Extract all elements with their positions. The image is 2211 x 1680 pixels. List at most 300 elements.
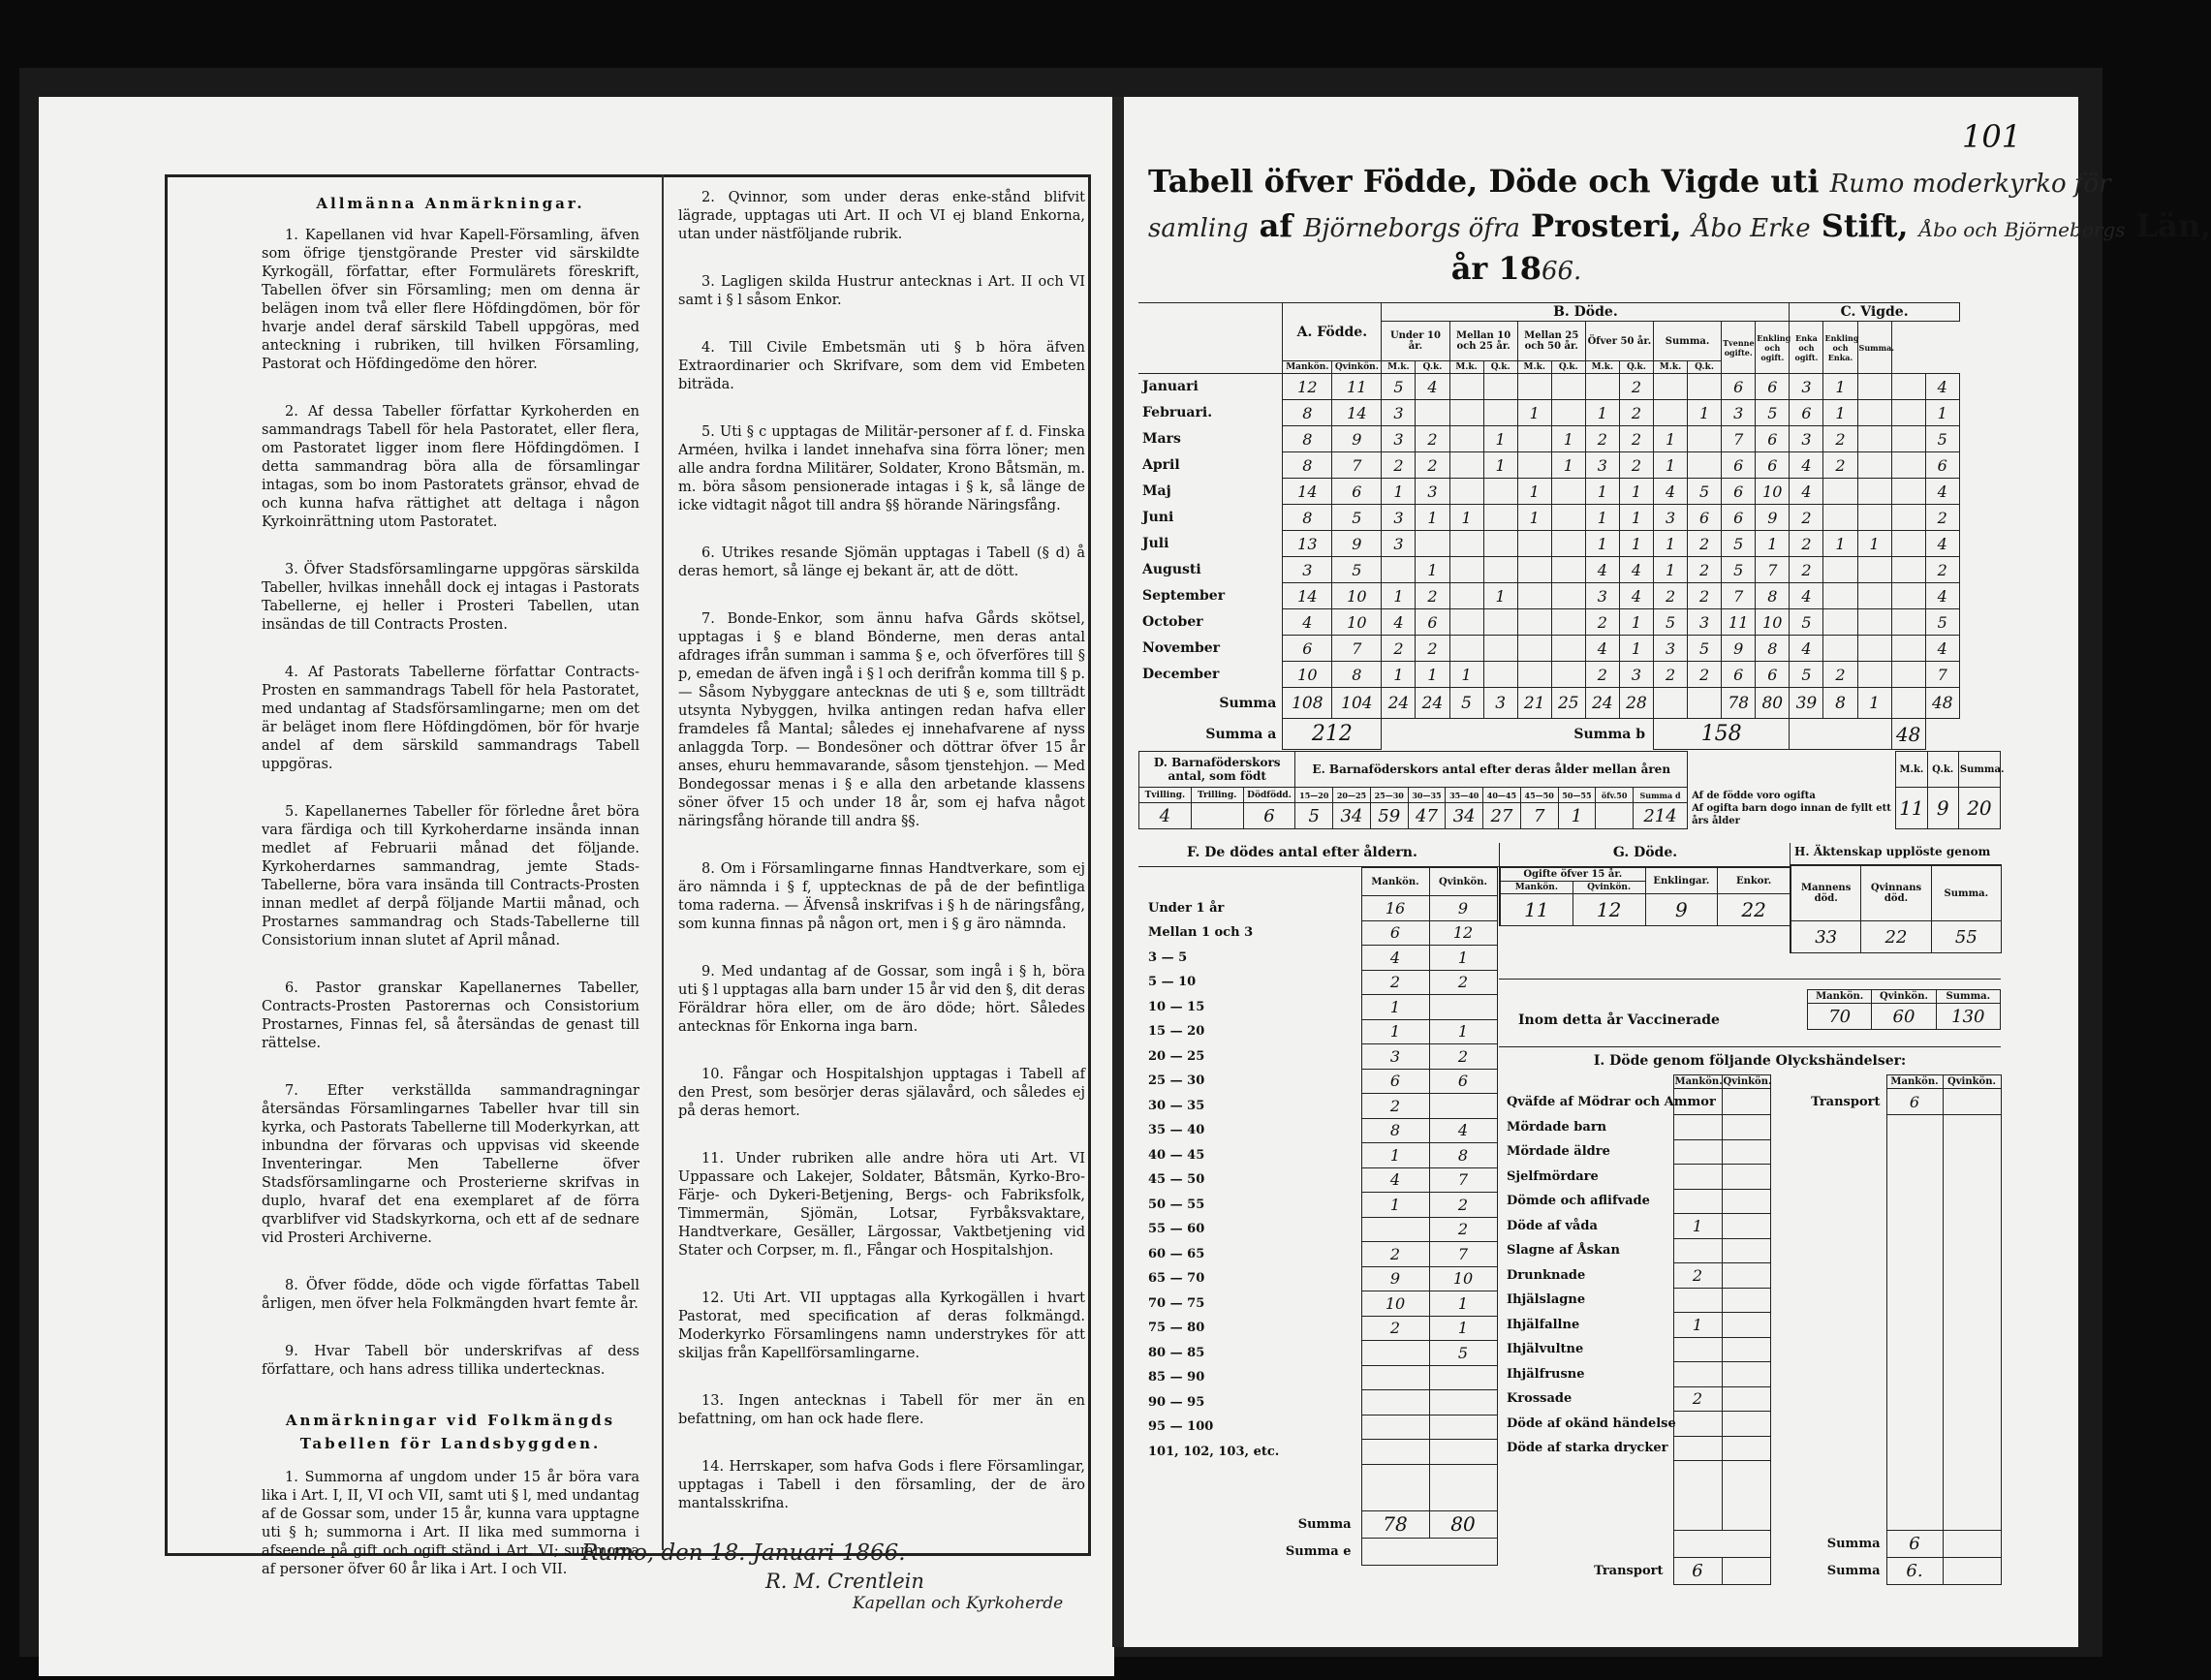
month-cell: 1 bbox=[1483, 452, 1517, 479]
vacc-value-2: 60 bbox=[1872, 1004, 1936, 1030]
month-cell: 2 bbox=[1654, 662, 1688, 688]
month-row bbox=[1138, 452, 2001, 479]
table-title bbox=[1148, 163, 2211, 287]
month-cell: 8 bbox=[1283, 400, 1332, 426]
age-male-value: 6 bbox=[1361, 1069, 1429, 1094]
general-note-5: 5. Kapellanernes Tabeller för förledne året böra vara färdiga och till Kyrkoherdarne insända innan medlet af Februarii månad det följande. Kyrkoherdarnes sammandrag, jemte Stads-Tabellerne, böra vara insända till Contracts-Prosten innan medlet af derpå följande Martii månad, och Prostarnes sammandrag och Stads-Tabellerne till Consistorium innan slutet af April månad. bbox=[262, 804, 639, 949]
signature-date: Rumo, den 18. Januari 1866. bbox=[581, 1540, 906, 1566]
age-label: 101, 102, 103, etc. bbox=[1148, 1444, 1280, 1459]
d-value-3: 6 bbox=[1243, 803, 1295, 829]
cause-female-value bbox=[1722, 1313, 1770, 1338]
de-grid bbox=[1138, 751, 2005, 829]
instructions-column-2 bbox=[678, 189, 1085, 1542]
month-cell: 6 bbox=[1722, 505, 1756, 531]
h-value-2: 22 bbox=[1861, 921, 1931, 953]
instructions-column-1 bbox=[262, 189, 639, 1608]
month-cell bbox=[1891, 452, 1925, 479]
month-cell: 3 bbox=[1416, 479, 1449, 505]
month-cell: 1 bbox=[1654, 452, 1688, 479]
age-female-value bbox=[1429, 1094, 1497, 1119]
month-row bbox=[1138, 609, 2001, 636]
i-summa-row-2 bbox=[1499, 1558, 2001, 1585]
i-blank bbox=[1770, 1461, 1886, 1484]
cause-female-value bbox=[1722, 1089, 1770, 1115]
population-note-1: 2. Qvinnor, som under deras enke-stånd blifvit lägrade, upptagas uti Art. II och VI ej bland Enkorna, utan under nästföljande rubrik. bbox=[678, 190, 1085, 242]
vacc-value-1: 70 bbox=[1808, 1004, 1872, 1030]
age-male-value bbox=[1361, 1365, 1429, 1390]
g-widowers-header: Enklingar. bbox=[1645, 868, 1718, 894]
deaths-male-header: M.k. bbox=[1585, 361, 1619, 374]
month-cell: 3 bbox=[1722, 400, 1756, 426]
month-cell bbox=[1416, 400, 1449, 426]
population-note-5: 6. Utrikes resande Sjömän upptagas i Tabell (§ d) å deras hemort, så länge ej bekant är, att de dött. bbox=[678, 545, 1085, 579]
month-cell: 8 bbox=[1283, 452, 1332, 479]
month-cell: 7 bbox=[1722, 583, 1756, 609]
month-label: November bbox=[1138, 636, 1283, 662]
general-note-6: 6. Pastor granskar Kapellanernes Tabeller, Contracts-Prosten Pastorernas och Consistorium Prostarnes, Finnas fel, så återsändas de genast till rättelse. bbox=[262, 980, 639, 1051]
summa-e-value bbox=[1361, 1538, 1497, 1565]
month-cell bbox=[1449, 400, 1483, 426]
cause-male-value bbox=[1673, 1165, 1722, 1190]
i-empty bbox=[1770, 1313, 1886, 1338]
age-row bbox=[1138, 1167, 1497, 1193]
i-summa-value-1: 6 bbox=[1886, 1531, 1943, 1558]
month-cell: 2 bbox=[1619, 374, 1653, 400]
population-note-11: 12. Uti Art. VII upptagas alla Kyrkogällen i hvart Pastorat, med specification af deras folkmängd. Moderkyrko Församlingens namn understrykes för att skiljas från Kapellförsamlingarne. bbox=[678, 1291, 1085, 1361]
month-row bbox=[1138, 583, 2001, 609]
month-cell: 4 bbox=[1654, 479, 1688, 505]
age-female-value: 2 bbox=[1429, 1217, 1497, 1242]
summa-c-spacer bbox=[1790, 719, 1891, 750]
g-value-3: 9 bbox=[1645, 894, 1718, 926]
month-cell: 5 bbox=[1332, 557, 1382, 583]
cause-male-value bbox=[1673, 1288, 1722, 1313]
f-summa-male: 78 bbox=[1361, 1510, 1429, 1538]
month-cell bbox=[1449, 531, 1483, 557]
summa-b-value: 158 bbox=[1654, 719, 1790, 750]
month-cell: 5 bbox=[1654, 609, 1688, 636]
month-cell: 1 bbox=[1688, 400, 1722, 426]
month-cell: 2 bbox=[1585, 426, 1619, 452]
month-cell: 4 bbox=[1925, 479, 1959, 505]
age-male-value: 4 bbox=[1361, 946, 1429, 971]
mothers-table bbox=[1138, 751, 2005, 829]
month-cell: 6 bbox=[1756, 452, 1790, 479]
e-value-6: 27 bbox=[1483, 803, 1521, 829]
age-female-value bbox=[1429, 1440, 1497, 1465]
marriage-col-3: Enka och ogift. bbox=[1790, 322, 1823, 374]
month-cell: 3 bbox=[1654, 505, 1688, 531]
i-empty bbox=[1886, 1165, 1943, 1190]
month-cell: 14 bbox=[1283, 479, 1332, 505]
de-subheader-row bbox=[1139, 788, 2001, 803]
age-row bbox=[1138, 1193, 1497, 1218]
month-label: April bbox=[1138, 452, 1283, 479]
age-female-value: 5 bbox=[1429, 1341, 1497, 1366]
cause-row bbox=[1499, 1313, 2001, 1338]
f-sex-header-2: Qvinkön. bbox=[1429, 868, 1497, 896]
illegitimate-header-3: Summa. bbox=[1958, 752, 2000, 788]
month-cell: 2 bbox=[1790, 557, 1823, 583]
month-cell bbox=[1551, 609, 1585, 636]
age-row bbox=[1138, 1019, 1497, 1044]
month-cell: 2 bbox=[1619, 400, 1653, 426]
header-row-sections bbox=[1138, 303, 2001, 322]
month-cell: 3 bbox=[1585, 452, 1619, 479]
month-cell: 4 bbox=[1416, 374, 1449, 400]
age-label: 25 — 30 bbox=[1148, 1073, 1205, 1089]
age-label: 70 — 75 bbox=[1148, 1295, 1205, 1311]
h-header-1: Mannens död. bbox=[1791, 866, 1861, 921]
month-cell: 1 bbox=[1654, 557, 1688, 583]
month-cell bbox=[1449, 583, 1483, 609]
i-blank-row bbox=[1499, 1484, 2001, 1508]
month-cell: 1 bbox=[1585, 505, 1619, 531]
cause-male-value bbox=[1673, 1436, 1722, 1461]
e-col-9: öfv.50 bbox=[1596, 788, 1634, 803]
month-cell: 8 bbox=[1332, 662, 1382, 688]
i-blank bbox=[1673, 1484, 1722, 1508]
illegitimate-died-label: Af ogifta barn dogo innan de fyllt ett års ålder bbox=[1692, 802, 1891, 826]
month-cell bbox=[1891, 609, 1925, 636]
cause-label: Mördade barn bbox=[1507, 1119, 1607, 1135]
month-label: Juli bbox=[1138, 531, 1283, 557]
age-label: 80 — 85 bbox=[1148, 1345, 1205, 1360]
age-male-value: 2 bbox=[1361, 1316, 1429, 1341]
i-empty bbox=[1943, 1238, 2001, 1263]
age-male-value: 2 bbox=[1361, 970, 1429, 995]
month-cell: 5 bbox=[1722, 557, 1756, 583]
month-cell bbox=[1891, 505, 1925, 531]
month-cell: 1 bbox=[1517, 479, 1551, 505]
age-label: 75 — 80 bbox=[1148, 1321, 1205, 1336]
month-cell: 2 bbox=[1688, 557, 1722, 583]
i-blank bbox=[1886, 1508, 1943, 1531]
e-col-2: 20—25 bbox=[1333, 788, 1371, 803]
summa-cell: 28 bbox=[1619, 688, 1653, 719]
title-deanery-handwritten: Björneborgs öfra bbox=[1303, 214, 1520, 243]
month-cell: 13 bbox=[1283, 531, 1332, 557]
age-female-value bbox=[1429, 1365, 1497, 1390]
i-summa-label-1: Summa bbox=[1826, 1537, 1881, 1551]
summa-b-label: Summa b bbox=[1573, 726, 1645, 742]
age-female-value: 1 bbox=[1429, 946, 1497, 971]
h-value-1: 33 bbox=[1791, 921, 1861, 953]
month-cell: 6 bbox=[1790, 400, 1823, 426]
month-cell: 9 bbox=[1722, 636, 1756, 662]
month-cell bbox=[1517, 636, 1551, 662]
i-empty bbox=[1770, 1115, 1886, 1140]
i-male-header: Mankön. bbox=[1674, 1076, 1723, 1087]
illegitimate-header-1: M.k. bbox=[1896, 752, 1927, 788]
ogifta-spacer bbox=[1688, 752, 1896, 788]
i-blank bbox=[1499, 1461, 1673, 1484]
title-af: af bbox=[1259, 207, 1293, 244]
month-cell: 7 bbox=[1722, 426, 1756, 452]
i-female-header-2: Qvinkön. bbox=[1943, 1075, 2001, 1089]
summa-cell: 5 bbox=[1449, 688, 1483, 719]
age-female-value: 7 bbox=[1429, 1242, 1497, 1267]
i-empty bbox=[1943, 1115, 2001, 1140]
age-female-value: 1 bbox=[1429, 1316, 1497, 1341]
month-cell bbox=[1857, 557, 1891, 583]
month-cell: 6 bbox=[1416, 609, 1449, 636]
cause-female-value bbox=[1722, 1362, 1770, 1387]
month-cell: 4 bbox=[1382, 609, 1416, 636]
month-cell bbox=[1857, 505, 1891, 531]
general-notes-heading: Allmänna Anmärkningar. bbox=[316, 195, 585, 212]
summa-c-value: 48 bbox=[1891, 719, 1925, 750]
month-cell: 10 bbox=[1283, 662, 1332, 688]
section-a-header: A. Födde. bbox=[1283, 303, 1382, 361]
month-cell: 10 bbox=[1332, 583, 1382, 609]
illegitimate-labels bbox=[1688, 788, 1896, 829]
i-empty bbox=[1943, 1165, 2001, 1190]
month-cell: 9 bbox=[1756, 505, 1790, 531]
summa-e-label: Summa e bbox=[1285, 1543, 1352, 1559]
summa-row bbox=[1138, 688, 2001, 719]
i-empty bbox=[1886, 1412, 1943, 1437]
age-row bbox=[1138, 1217, 1497, 1242]
section-h-header: H. Äktenskap upplöste genom bbox=[1791, 843, 2002, 865]
age-female-value: 1 bbox=[1429, 1291, 1497, 1317]
deaths-male-header: M.k. bbox=[1449, 361, 1483, 374]
month-cell: 6 bbox=[1688, 505, 1722, 531]
cause-male-value bbox=[1673, 1412, 1722, 1437]
h-header-2: Qvinnans död. bbox=[1861, 866, 1931, 921]
month-cell bbox=[1891, 662, 1925, 688]
accidents-grid bbox=[1499, 1074, 2002, 1585]
month-cell: 5 bbox=[1382, 374, 1416, 400]
h-header-3: Summa. bbox=[1931, 866, 2001, 921]
spacer-cell bbox=[1361, 1487, 1429, 1510]
month-cell bbox=[1483, 531, 1517, 557]
section-h bbox=[1790, 843, 2002, 953]
age-label: 50 — 55 bbox=[1148, 1197, 1205, 1212]
section-i bbox=[1499, 1046, 2001, 1585]
age-label: 40 — 45 bbox=[1148, 1147, 1205, 1163]
i-empty bbox=[1943, 1362, 2001, 1387]
age-female-value: 2 bbox=[1429, 970, 1497, 995]
g-sex-header-2: Qvinkön. bbox=[1573, 882, 1645, 894]
title-year-handwritten: 66. bbox=[1541, 257, 1582, 286]
age-label: 65 — 70 bbox=[1148, 1271, 1205, 1287]
e-value-3: 59 bbox=[1370, 803, 1408, 829]
month-cell: 1 bbox=[1756, 531, 1790, 557]
month-cell: 5 bbox=[1925, 426, 1959, 452]
cause-male-value: 2 bbox=[1673, 1386, 1722, 1412]
month-cell: 6 bbox=[1722, 662, 1756, 688]
i-blank bbox=[1943, 1484, 2001, 1508]
i-empty bbox=[1886, 1362, 1943, 1387]
month-cell: 7 bbox=[1756, 557, 1790, 583]
i-blank bbox=[1722, 1508, 1770, 1531]
age-male-value: 4 bbox=[1361, 1167, 1429, 1193]
i-summa-label-2: Summa bbox=[1826, 1564, 1881, 1578]
i-empty bbox=[1943, 1436, 2001, 1461]
age-row bbox=[1138, 1365, 1497, 1390]
summa-a-row bbox=[1138, 719, 2001, 750]
age-female-value: 1 bbox=[1429, 1019, 1497, 1044]
births-deaths-marriages-table bbox=[1138, 302, 2001, 750]
month-cell: 1 bbox=[1382, 479, 1416, 505]
month-cell: 1 bbox=[1823, 400, 1857, 426]
age-row bbox=[1138, 1143, 1497, 1168]
cause-row bbox=[1499, 1412, 2001, 1437]
age-row bbox=[1138, 1316, 1497, 1341]
i-blank bbox=[1886, 1461, 1943, 1484]
month-cell bbox=[1483, 400, 1517, 426]
month-cell: 1 bbox=[1585, 479, 1619, 505]
age-male-value bbox=[1361, 1415, 1429, 1440]
age-row bbox=[1138, 1291, 1497, 1317]
i-empty bbox=[1943, 1412, 2001, 1437]
age-label: Mellan 1 och 3 bbox=[1148, 925, 1254, 941]
month-cell: 4 bbox=[1619, 557, 1653, 583]
month-cell: 3 bbox=[1654, 636, 1688, 662]
month-cell: 6 bbox=[1722, 374, 1756, 400]
month-cell: 2 bbox=[1416, 426, 1449, 452]
i-empty bbox=[1770, 1337, 1886, 1362]
age-label: 60 — 65 bbox=[1148, 1246, 1205, 1261]
cause-label: Krossade bbox=[1507, 1391, 1573, 1407]
month-cell: 2 bbox=[1416, 583, 1449, 609]
marriage-col-4: Enkling och Enka. bbox=[1823, 322, 1857, 374]
month-cell bbox=[1551, 557, 1585, 583]
month-cell bbox=[1891, 400, 1925, 426]
month-cell bbox=[1483, 557, 1517, 583]
i-summa-value-2: 6. bbox=[1886, 1558, 1943, 1585]
age-female-value: 8 bbox=[1429, 1143, 1497, 1168]
age-male-value: 1 bbox=[1361, 1143, 1429, 1168]
age-male-value: 1 bbox=[1361, 1193, 1429, 1218]
month-cell: 1 bbox=[1382, 583, 1416, 609]
transport-value-bottom: 6 bbox=[1673, 1558, 1722, 1585]
month-row bbox=[1138, 557, 2001, 583]
title-year-label: år 18 bbox=[1450, 250, 1541, 287]
age-label: 5 — 10 bbox=[1148, 975, 1197, 990]
cause-male-value bbox=[1673, 1189, 1722, 1214]
month-row bbox=[1138, 426, 2001, 452]
month-cell: 5 bbox=[1925, 609, 1959, 636]
de-header-row bbox=[1139, 752, 2001, 788]
e-value-7: 7 bbox=[1520, 803, 1558, 829]
i-header-row bbox=[1499, 1075, 2001, 1089]
month-cell: 4 bbox=[1790, 452, 1823, 479]
month-row bbox=[1138, 662, 2001, 688]
vacc-header-1: Mankön. bbox=[1808, 990, 1872, 1004]
e-col-8: 50—55 bbox=[1558, 788, 1596, 803]
e-col-5: 35—40 bbox=[1446, 788, 1483, 803]
population-note-13: 14. Herrskaper, som hafva Gods i flere Församlingar, upptagas i Tabell i den församling, der de äro mantalsskrifna. bbox=[678, 1459, 1085, 1511]
month-cell bbox=[1823, 505, 1857, 531]
month-cell: 6 bbox=[1332, 479, 1382, 505]
illegitimate-value-3: 20 bbox=[1958, 788, 2000, 829]
summa-cell: 104 bbox=[1332, 688, 1382, 719]
cause-row bbox=[1499, 1386, 2001, 1412]
e-value-1: 5 bbox=[1295, 803, 1333, 829]
i-blank-row bbox=[1499, 1461, 2001, 1484]
deaths-female-header: Q.k. bbox=[1483, 361, 1517, 374]
age-male-value: 16 bbox=[1361, 896, 1429, 921]
month-cell bbox=[1857, 400, 1891, 426]
i-summa-row-1 bbox=[1499, 1531, 2001, 1558]
month-cell: 2 bbox=[1382, 452, 1416, 479]
g-value-2: 12 bbox=[1573, 894, 1645, 926]
month-cell: 3 bbox=[1688, 609, 1722, 636]
i-blank bbox=[1673, 1461, 1722, 1484]
cause-female-value bbox=[1722, 1386, 1770, 1412]
month-cell: 1 bbox=[1857, 531, 1891, 557]
deaths-male-header: M.k. bbox=[1382, 361, 1416, 374]
h-value-3: 55 bbox=[1931, 921, 2001, 953]
month-cell: 1 bbox=[1619, 636, 1653, 662]
age-label: 20 — 25 bbox=[1148, 1048, 1205, 1064]
month-cell: 1 bbox=[1823, 374, 1857, 400]
month-cell: 6 bbox=[1283, 636, 1332, 662]
age-female-value: 12 bbox=[1429, 920, 1497, 946]
deaths-female-header: Q.k. bbox=[1416, 361, 1449, 374]
month-cell: 2 bbox=[1925, 505, 1959, 531]
month-cell bbox=[1551, 374, 1585, 400]
age-row bbox=[1138, 1242, 1497, 1267]
month-cell: 1 bbox=[1925, 400, 1959, 426]
month-cell bbox=[1551, 636, 1585, 662]
cause-label: Döde af starka drycker bbox=[1507, 1441, 1668, 1456]
month-cell: 12 bbox=[1283, 374, 1332, 400]
age-male-value: 9 bbox=[1361, 1266, 1429, 1291]
month-cell: 5 bbox=[1790, 609, 1823, 636]
cause-female-value bbox=[1722, 1263, 1770, 1289]
d-col-3: Dödfödd. bbox=[1243, 788, 1295, 803]
month-cell bbox=[1517, 583, 1551, 609]
spacer-cell bbox=[1361, 1464, 1429, 1487]
month-cell: 5 bbox=[1722, 531, 1756, 557]
spacer-row bbox=[1138, 1487, 1497, 1510]
month-cell: 5 bbox=[1756, 400, 1790, 426]
month-cell: 1 bbox=[1483, 426, 1517, 452]
month-cell: 5 bbox=[1790, 662, 1823, 688]
i-empty bbox=[1943, 1263, 2001, 1289]
i-summa-female-2 bbox=[1943, 1558, 2001, 1585]
month-cell bbox=[1823, 609, 1857, 636]
death-age-group-1: Under 10 år. bbox=[1382, 322, 1449, 361]
age-row bbox=[1138, 1390, 1497, 1416]
cause-male-value bbox=[1673, 1115, 1722, 1140]
month-cell bbox=[1551, 505, 1585, 531]
month-cell: 4 bbox=[1790, 636, 1823, 662]
age-label: 85 — 90 bbox=[1148, 1370, 1205, 1385]
age-male-value bbox=[1361, 1440, 1429, 1465]
cause-label: Ihjälvultne bbox=[1507, 1342, 1584, 1357]
month-cell: 2 bbox=[1416, 636, 1449, 662]
cause-label: Slagne af Åskan bbox=[1507, 1243, 1620, 1259]
e-col-10: Summa d bbox=[1634, 788, 1688, 803]
i-empty bbox=[1886, 1263, 1943, 1289]
death-age-group-2: Mellan 10 och 25 år. bbox=[1449, 322, 1517, 361]
cause-row bbox=[1499, 1362, 2001, 1387]
age-female-value: 4 bbox=[1429, 1118, 1497, 1143]
month-cell bbox=[1449, 452, 1483, 479]
month-cell bbox=[1891, 557, 1925, 583]
e-col-1: 15—20 bbox=[1295, 788, 1333, 803]
e-value-10: 214 bbox=[1634, 803, 1688, 829]
month-cell: 2 bbox=[1688, 662, 1722, 688]
e-col-7: 45—50 bbox=[1520, 788, 1558, 803]
i-blank bbox=[1499, 1508, 1673, 1531]
age-female-value bbox=[1429, 1415, 1497, 1440]
month-cell: 5 bbox=[1332, 505, 1382, 531]
